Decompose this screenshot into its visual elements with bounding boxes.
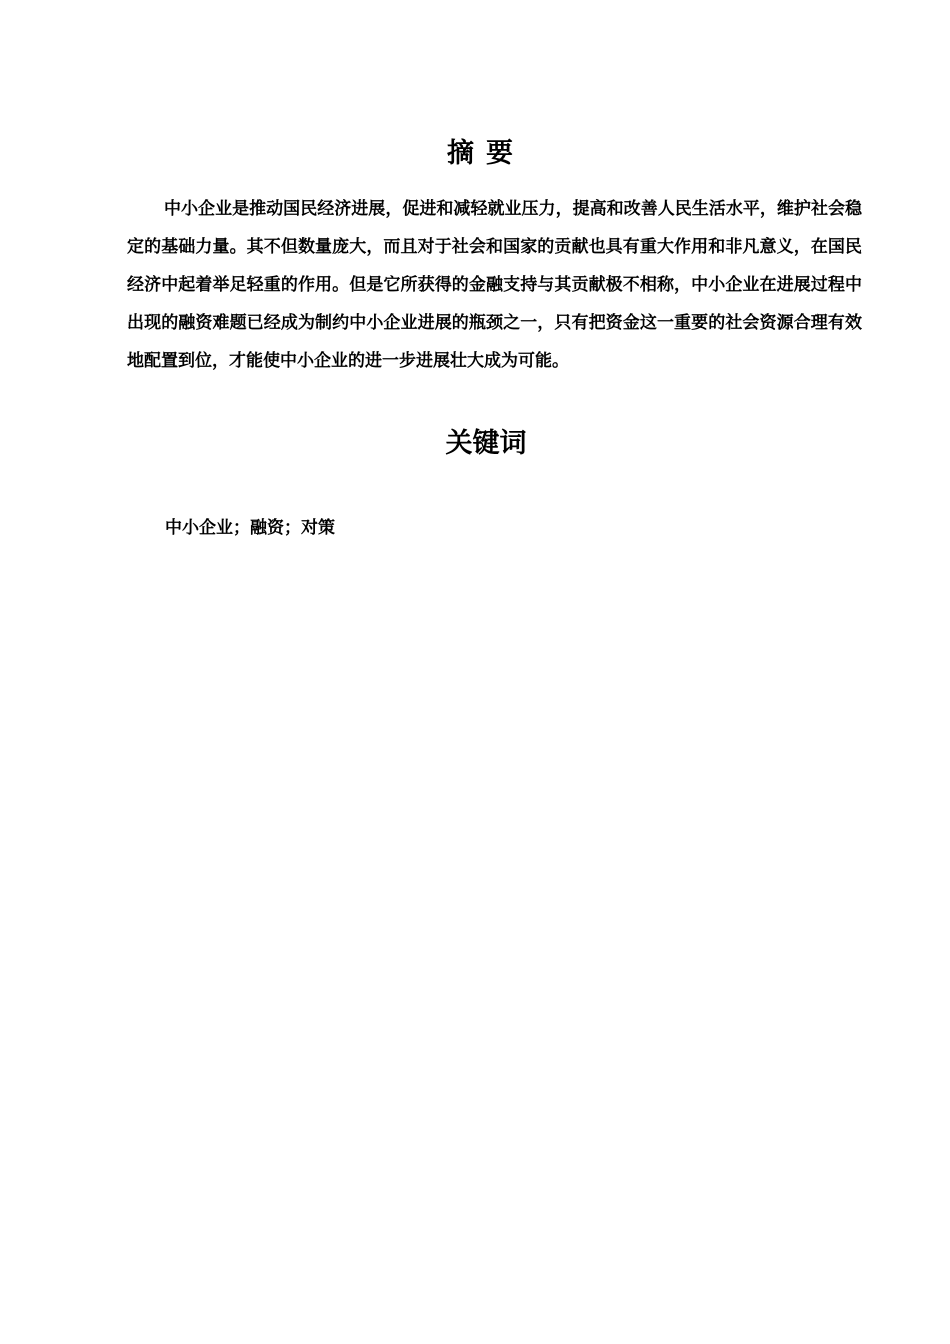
keywords-list: 中小企业；融资；对策 <box>165 518 335 538</box>
abstract-heading: 摘要 <box>447 138 525 169</box>
keywords-heading: 关键词 <box>445 428 527 459</box>
abstract-paragraph: 中小企业是推动国民经济进展，促进和减轻就业压力，提高和改善人民生活水平，维护社会稳定的基础力量。其不但数量庞大，而且对于社会和国家的贡献也具有重大作用和非凡意义，在国民经济中起着举足轻重的作用。但是它所获得的金融支持与其贡献极不相称，中小企业在进展过程中出现的融资难题已经成为制约中小企业进展的瓶颈之一，只有把资金这一重要的社会资源合理有效地配置到位，才能使中小企业的进一步进展壮大成为可能。 <box>127 199 862 371</box>
